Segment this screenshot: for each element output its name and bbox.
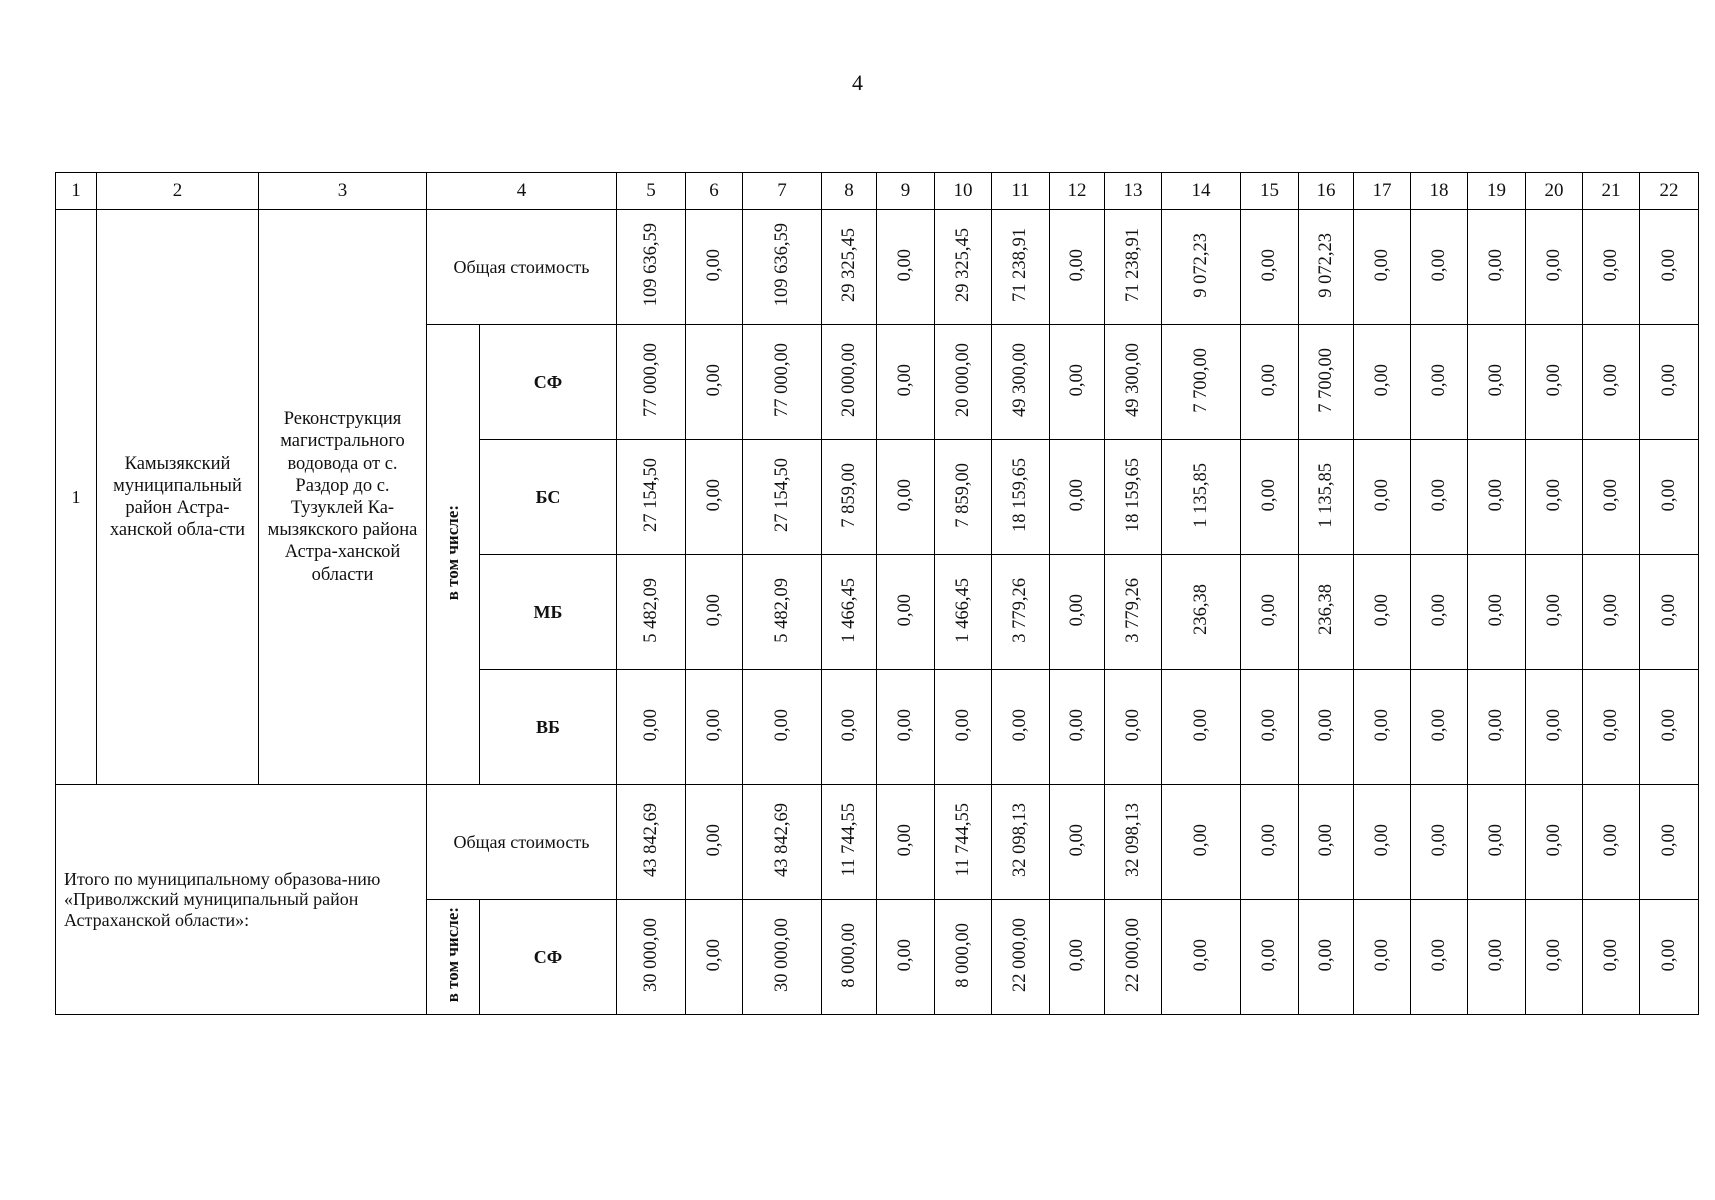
value-text: 0,00 (1543, 363, 1564, 397)
value-text: 0,00 (703, 478, 724, 512)
value-text: 0,00 (895, 593, 916, 627)
value-cell (1526, 900, 1583, 1015)
value-text: 1 135,85 (1315, 462, 1336, 528)
value-cell (686, 440, 743, 555)
value-text: 32 098,13 (1010, 802, 1031, 877)
value-cell (1640, 900, 1699, 1015)
value-cell (877, 785, 935, 900)
value-text: 0,00 (703, 823, 724, 857)
value-text: 0,00 (1066, 938, 1087, 972)
value-cell (1354, 555, 1411, 670)
value-cell (743, 325, 822, 440)
value-cell (1050, 210, 1105, 325)
municipality-text: Камызякский муниципальный район Астра-ханской обла-сти (109, 453, 246, 541)
value-text: 27 154,50 (771, 457, 792, 532)
value-text: 11 744,55 (952, 803, 973, 877)
value-text: 0,00 (1658, 938, 1679, 972)
value-text: 0,00 (703, 248, 724, 282)
project-text: Реконструкция магистрального водовода от с. Раздор до с. Тузуклей Ка-мызякского района Астра-ханской области (267, 409, 418, 585)
value-cell (1354, 670, 1411, 785)
value-text: 7 859,00 (838, 462, 859, 528)
value-cell (617, 210, 686, 325)
value-text: 0,00 (1658, 363, 1679, 397)
value-text: 7 700,00 (1190, 347, 1211, 413)
value-cell (1241, 440, 1299, 555)
column-number-header: 20 (1526, 173, 1583, 210)
value-text: 109 636,59 (640, 223, 661, 307)
value-cell (617, 555, 686, 670)
value-cell (1050, 440, 1105, 555)
page-number: 4 (852, 70, 863, 95)
value-text: 0,00 (1010, 708, 1031, 742)
column-number-header: 11 (992, 173, 1050, 210)
value-text: 0,00 (1428, 708, 1449, 742)
value-cell (617, 670, 686, 785)
value-text: 0,00 (1259, 708, 1280, 742)
value-text: 0,00 (1259, 823, 1280, 857)
value-text: 7 700,00 (1315, 347, 1336, 413)
value-cell (617, 785, 686, 900)
value-cell (1468, 555, 1526, 670)
sub-group-label: в том числе: (443, 907, 463, 1003)
value-cell (877, 670, 935, 785)
sub-group-label: в том числе: (443, 504, 463, 601)
value-text: 77 000,00 (640, 342, 661, 417)
value-cell (1050, 785, 1105, 900)
column-number-header: 10 (935, 173, 992, 210)
value-text: 0,00 (1259, 938, 1280, 972)
column-number-header: 9 (877, 173, 935, 210)
value-text: 0,00 (1066, 478, 1087, 512)
table-row (56, 210, 1699, 325)
value-text: 5 482,09 (771, 577, 792, 643)
value-cell (822, 785, 877, 900)
value-cell (1583, 440, 1640, 555)
sub-group-label-cell (427, 325, 480, 785)
value-text: 0,00 (895, 938, 916, 972)
value-cell (1050, 900, 1105, 1015)
value-cell (1162, 325, 1241, 440)
value-cell (822, 555, 877, 670)
value-cell (1526, 325, 1583, 440)
value-text: 236,38 (1315, 584, 1336, 636)
value-cell (617, 325, 686, 440)
value-text: 0,00 (1600, 708, 1621, 742)
value-cell (822, 440, 877, 555)
column-number-header: 2 (97, 173, 259, 210)
funding-source-cell: ВБ (480, 670, 617, 785)
value-text: 77 000,00 (771, 342, 792, 417)
value-text: 11 744,55 (838, 803, 859, 877)
value-cell (877, 555, 935, 670)
column-number-header: 19 (1468, 173, 1526, 210)
value-text: 0,00 (1371, 593, 1392, 627)
column-number-header: 13 (1105, 173, 1162, 210)
value-text: 0,00 (895, 708, 916, 742)
value-text: 0,00 (1371, 708, 1392, 742)
table-body (56, 173, 1699, 1015)
value-text: 0,00 (1428, 248, 1449, 282)
value-cell (1411, 670, 1468, 785)
row-label-cell: Общая стоимость (427, 785, 617, 900)
value-cell (877, 210, 935, 325)
value-cell (935, 785, 992, 900)
value-text: 0,00 (1315, 823, 1336, 857)
value-text: 0,00 (1658, 478, 1679, 512)
budget-table (55, 172, 1699, 1015)
value-cell (1354, 440, 1411, 555)
value-cell (992, 785, 1050, 900)
value-cell (1411, 900, 1468, 1015)
value-cell (1354, 785, 1411, 900)
value-cell (1050, 670, 1105, 785)
value-text: 0,00 (1315, 938, 1336, 972)
value-text: 0,00 (1486, 248, 1507, 282)
value-cell (1354, 325, 1411, 440)
value-text: 0,00 (895, 478, 916, 512)
value-cell (743, 555, 822, 670)
column-number-header: 14 (1162, 173, 1241, 210)
value-text: 0,00 (1486, 593, 1507, 627)
value-text: 0,00 (1066, 593, 1087, 627)
value-text: 0,00 (1190, 708, 1211, 742)
value-text: 0,00 (1600, 938, 1621, 972)
total-row (56, 785, 1699, 900)
column-number-header: 3 (259, 173, 427, 210)
value-cell (1468, 900, 1526, 1015)
value-cell (1354, 210, 1411, 325)
value-text: 0,00 (1371, 248, 1392, 282)
value-cell (1640, 325, 1699, 440)
value-cell (1162, 440, 1241, 555)
value-text: 22 000,00 (1122, 917, 1143, 992)
value-text: 30 000,00 (640, 917, 661, 992)
value-text: 22 000,00 (1010, 917, 1031, 992)
value-cell (1241, 900, 1299, 1015)
value-cell (992, 670, 1050, 785)
value-text: 3 779,26 (1010, 577, 1031, 643)
value-text: 0,00 (1600, 478, 1621, 512)
project-cell (259, 210, 427, 785)
value-cell (743, 785, 822, 900)
value-cell (992, 325, 1050, 440)
value-cell (743, 900, 822, 1015)
value-cell (1583, 785, 1640, 900)
value-cell (686, 670, 743, 785)
value-text: 0,00 (1259, 363, 1280, 397)
value-cell (686, 785, 743, 900)
value-text: 32 098,13 (1122, 802, 1143, 877)
value-text: 0,00 (1486, 478, 1507, 512)
value-text: 0,00 (1428, 823, 1449, 857)
value-cell (935, 210, 992, 325)
value-cell (1050, 325, 1105, 440)
value-cell (1299, 325, 1354, 440)
value-text: 0,00 (1658, 708, 1679, 742)
value-cell (1468, 785, 1526, 900)
value-text: 5 482,09 (640, 577, 661, 643)
value-text: 0,00 (1190, 938, 1211, 972)
value-text: 71 238,91 (1010, 227, 1031, 302)
total-label-cell: Итого по муниципальному образова-нию «Приволжский муниципальный район Астраханской области»: (56, 785, 427, 1015)
value-text: 0,00 (1066, 363, 1087, 397)
value-cell (1411, 210, 1468, 325)
value-cell (1411, 785, 1468, 900)
value-text: 0,00 (1315, 708, 1336, 742)
funding-source-cell: БС (480, 440, 617, 555)
value-text: 0,00 (1543, 478, 1564, 512)
value-text: 8 000,00 (952, 922, 973, 988)
value-cell (1105, 440, 1162, 555)
value-text: 0,00 (1486, 823, 1507, 857)
value-text: 0,00 (1122, 708, 1143, 742)
value-text: 0,00 (1259, 593, 1280, 627)
value-text: 0,00 (1259, 248, 1280, 282)
value-cell (1640, 670, 1699, 785)
value-cell (935, 325, 992, 440)
value-text: 0,00 (895, 363, 916, 397)
value-text: 20 000,00 (838, 342, 859, 417)
value-text: 0,00 (703, 708, 724, 742)
value-cell (686, 900, 743, 1015)
row-label-cell: Общая стоимость (427, 210, 617, 325)
value-text: 0,00 (1066, 823, 1087, 857)
value-text: 0,00 (1428, 478, 1449, 512)
value-cell (1583, 210, 1640, 325)
value-text: 0,00 (640, 708, 661, 742)
value-cell (822, 670, 877, 785)
row-number-cell: 1 (56, 210, 97, 785)
value-cell (686, 210, 743, 325)
value-cell (1241, 325, 1299, 440)
value-text: 43 842,69 (771, 802, 792, 877)
value-text: 0,00 (703, 938, 724, 972)
value-text: 0,00 (1600, 593, 1621, 627)
column-number-header: 8 (822, 173, 877, 210)
value-text: 0,00 (1658, 248, 1679, 282)
value-cell (1354, 900, 1411, 1015)
value-cell (935, 440, 992, 555)
value-cell (1162, 900, 1241, 1015)
column-number-header: 1 (56, 173, 97, 210)
column-number-header: 15 (1241, 173, 1299, 210)
value-cell (617, 900, 686, 1015)
value-cell (877, 325, 935, 440)
value-text: 0,00 (1371, 363, 1392, 397)
column-number-header: 12 (1050, 173, 1105, 210)
value-text: 0,00 (1190, 823, 1211, 857)
value-cell (1105, 555, 1162, 670)
value-cell (1411, 440, 1468, 555)
value-text: 0,00 (1543, 708, 1564, 742)
value-text: 0,00 (1371, 938, 1392, 972)
value-cell (877, 440, 935, 555)
value-text: 0,00 (703, 593, 724, 627)
value-cell (1105, 785, 1162, 900)
column-number-header: 7 (743, 173, 822, 210)
column-number-header: 17 (1354, 173, 1411, 210)
value-cell (1640, 440, 1699, 555)
value-cell (992, 440, 1050, 555)
funding-source-cell: МБ (480, 555, 617, 670)
value-text: 7 859,00 (952, 462, 973, 528)
value-text: 49 300,00 (1010, 342, 1031, 417)
value-cell (1162, 555, 1241, 670)
value-cell (935, 670, 992, 785)
value-cell (1162, 670, 1241, 785)
value-text: 109 636,59 (771, 223, 792, 307)
column-number-header: 6 (686, 173, 743, 210)
value-text: 0,00 (952, 708, 973, 742)
value-text: 9 072,23 (1315, 232, 1336, 298)
value-text: 18 159,65 (1122, 457, 1143, 532)
value-cell (1299, 670, 1354, 785)
value-cell (992, 210, 1050, 325)
value-text: 0,00 (1600, 823, 1621, 857)
value-cell (1468, 325, 1526, 440)
value-text: 20 000,00 (952, 342, 973, 417)
value-text: 0,00 (1371, 823, 1392, 857)
value-cell (1162, 785, 1241, 900)
value-cell (1583, 325, 1640, 440)
value-text: 0,00 (1428, 363, 1449, 397)
value-text: 0,00 (1600, 248, 1621, 282)
value-cell (1299, 210, 1354, 325)
municipality-cell (97, 210, 259, 785)
value-text: 1 466,45 (952, 577, 973, 643)
value-cell (1105, 670, 1162, 785)
value-cell (1241, 555, 1299, 670)
value-cell (1241, 785, 1299, 900)
value-text: 0,00 (1066, 708, 1087, 742)
value-text: 3 779,26 (1122, 577, 1143, 643)
value-cell (1640, 210, 1699, 325)
value-text: 0,00 (1486, 708, 1507, 742)
value-text: 0,00 (1543, 593, 1564, 627)
value-cell (1640, 785, 1699, 900)
value-cell (1299, 555, 1354, 670)
value-cell (1583, 900, 1640, 1015)
value-cell (743, 670, 822, 785)
value-text: 0,00 (1543, 248, 1564, 282)
value-text: 236,38 (1190, 584, 1211, 636)
value-text: 18 159,65 (1010, 457, 1031, 532)
value-text: 0,00 (703, 363, 724, 397)
value-text: 8 000,00 (838, 922, 859, 988)
value-cell (1299, 785, 1354, 900)
value-text: 0,00 (1486, 363, 1507, 397)
value-cell (877, 900, 935, 1015)
value-text: 0,00 (838, 708, 859, 742)
value-text: 0,00 (1543, 823, 1564, 857)
value-cell (992, 555, 1050, 670)
column-number-header: 16 (1299, 173, 1354, 210)
value-cell (1411, 555, 1468, 670)
value-cell (1299, 440, 1354, 555)
value-text: 30 000,00 (771, 917, 792, 992)
column-number-header: 21 (1583, 173, 1640, 210)
value-cell (1411, 325, 1468, 440)
value-cell (935, 555, 992, 670)
value-text: 0,00 (1428, 938, 1449, 972)
value-cell (1526, 785, 1583, 900)
value-text: 43 842,69 (640, 802, 661, 877)
value-text: 0,00 (1600, 363, 1621, 397)
value-text: 29 325,45 (952, 227, 973, 302)
sub-group-label-cell (427, 900, 480, 1015)
value-cell (617, 440, 686, 555)
value-text: 1 135,85 (1190, 462, 1211, 528)
value-cell (992, 900, 1050, 1015)
value-text: 0,00 (1543, 938, 1564, 972)
value-cell (743, 440, 822, 555)
value-cell (1583, 670, 1640, 785)
column-number-header: 4 (427, 173, 617, 210)
value-cell (935, 900, 992, 1015)
value-text: 27 154,50 (640, 457, 661, 532)
value-cell (1468, 440, 1526, 555)
value-text: 0,00 (1066, 248, 1087, 282)
value-text: 0,00 (895, 248, 916, 282)
value-cell (1050, 555, 1105, 670)
value-text: 0,00 (1259, 478, 1280, 512)
value-cell (1105, 325, 1162, 440)
value-cell (686, 325, 743, 440)
value-cell (822, 325, 877, 440)
value-text: 0,00 (1486, 938, 1507, 972)
column-number-header: 18 (1411, 173, 1468, 210)
value-text: 0,00 (895, 823, 916, 857)
value-text: 0,00 (771, 708, 792, 742)
value-cell (1583, 555, 1640, 670)
value-cell (1640, 555, 1699, 670)
value-cell (822, 900, 877, 1015)
value-cell (1526, 555, 1583, 670)
value-cell (743, 210, 822, 325)
value-text: 0,00 (1428, 593, 1449, 627)
value-text: 1 466,45 (838, 577, 859, 643)
value-cell (1241, 670, 1299, 785)
value-cell (822, 210, 877, 325)
value-cell (686, 555, 743, 670)
value-cell (1526, 210, 1583, 325)
column-number-header: 22 (1640, 173, 1699, 210)
value-text: 0,00 (1658, 593, 1679, 627)
value-cell (1162, 210, 1241, 325)
value-text: 9 072,23 (1190, 232, 1211, 298)
column-number-header: 5 (617, 173, 686, 210)
value-cell (1105, 210, 1162, 325)
value-cell (1526, 440, 1583, 555)
value-cell (1468, 210, 1526, 325)
value-cell (1468, 670, 1526, 785)
value-text: 0,00 (1371, 478, 1392, 512)
funding-source-cell: СФ (480, 900, 617, 1015)
value-text: 0,00 (1658, 823, 1679, 857)
value-text: 49 300,00 (1122, 342, 1143, 417)
value-cell (1105, 900, 1162, 1015)
value-cell (1299, 900, 1354, 1015)
value-cell (1241, 210, 1299, 325)
funding-source-cell: СФ (480, 325, 617, 440)
value-text: 71 238,91 (1122, 227, 1143, 302)
column-number-row (56, 173, 1699, 210)
value-text: 29 325,45 (838, 227, 859, 302)
value-cell (1526, 670, 1583, 785)
